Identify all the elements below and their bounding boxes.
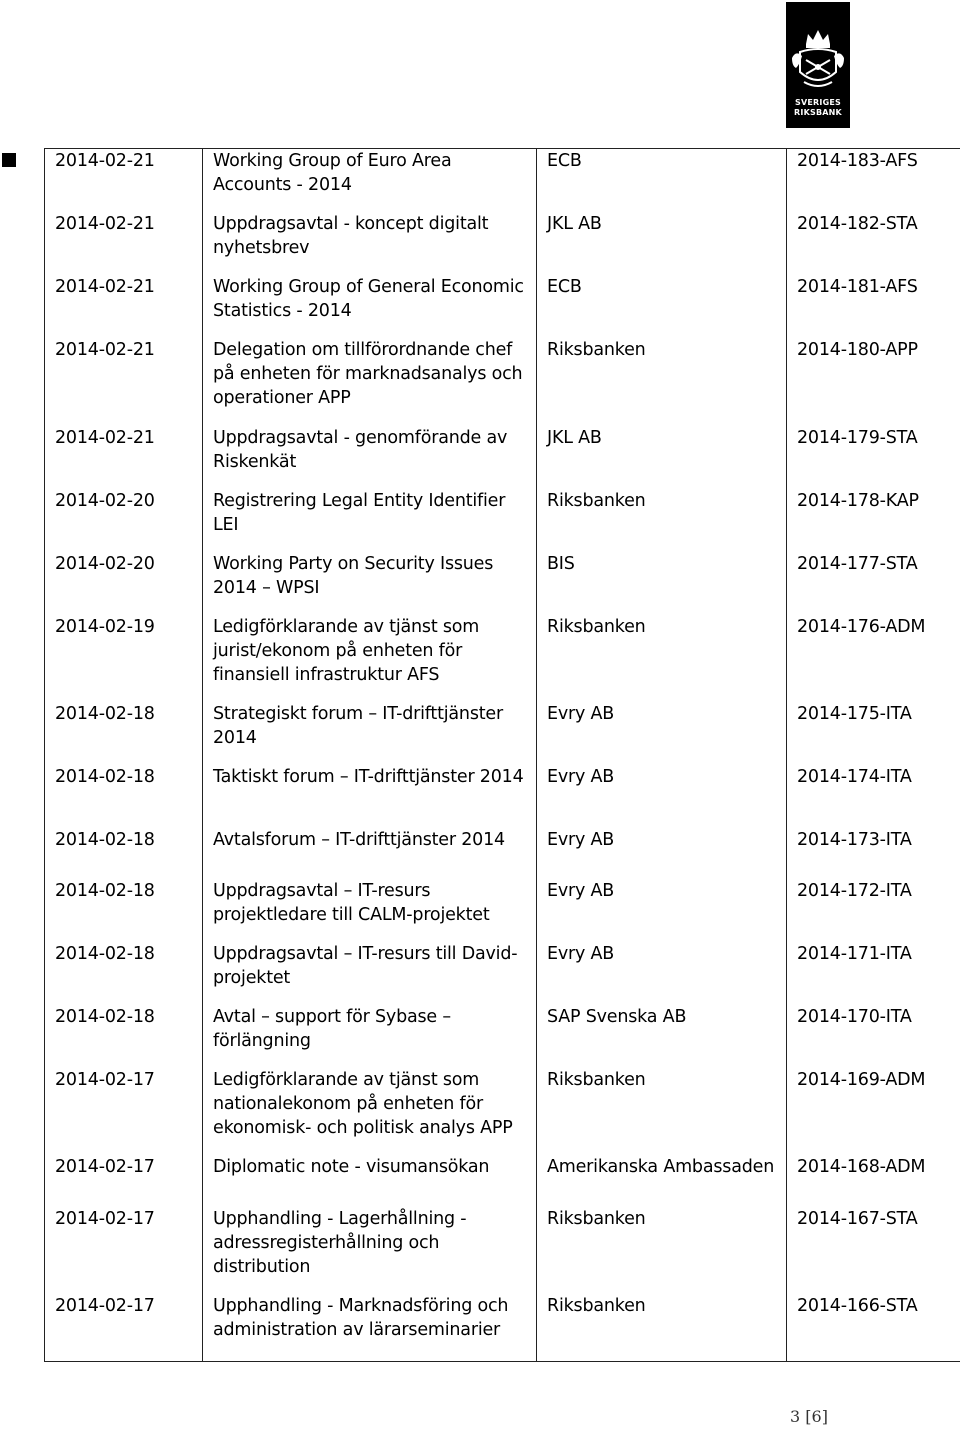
party-cell: Riksbanken (537, 338, 787, 426)
date-cell: 2014-02-17 (45, 1294, 203, 1362)
title-cell: Uppdragsavtal - genomförande av Riskenkät (203, 426, 537, 489)
table-row (45, 1294, 960, 1362)
reference-cell: 2014-183-AFS (787, 149, 960, 212)
reference-cell: 2014-169-ADM (787, 1068, 960, 1155)
date-cell: 2014-02-18 (45, 1005, 203, 1068)
date-cell: 2014-02-21 (45, 212, 203, 275)
title-cell: Ledigförklarande av tjänst som nationalekonom på enheten för ekonomisk- och politisk analys APP (203, 1068, 537, 1155)
table-row (45, 1005, 960, 1068)
party-cell: JKL AB (537, 426, 787, 489)
title-cell: Upphandling - Lagerhållning - adressregisterhållning och distribution (203, 1207, 537, 1294)
reference-cell: 2014-179-STA (787, 426, 960, 489)
table-row (45, 1068, 960, 1155)
date-cell: 2014-02-17 (45, 1068, 203, 1155)
register-table (44, 148, 960, 1362)
party-cell: Evry AB (537, 828, 787, 879)
party-cell: JKL AB (537, 212, 787, 275)
party-cell: Evry AB (537, 702, 787, 765)
title-cell: Diplomatic note - visumansökan (203, 1155, 537, 1207)
title-cell: Uppdragsavtal – IT-resurs projektledare till CALM-projektet (203, 879, 537, 942)
reference-cell: 2014-170-ITA (787, 1005, 960, 1068)
reference-cell: 2014-167-STA (787, 1207, 960, 1294)
table-row (45, 615, 960, 702)
table-row (45, 338, 960, 426)
date-cell: 2014-02-21 (45, 426, 203, 489)
party-cell: ECB (537, 149, 787, 212)
table-row (45, 489, 960, 552)
party-cell: Riksbanken (537, 1294, 787, 1362)
table-row (45, 1155, 960, 1207)
party-cell: ECB (537, 275, 787, 338)
table-row (45, 212, 960, 275)
party-cell: Riksbanken (537, 615, 787, 702)
bullet-marker (2, 153, 16, 167)
table-row (45, 942, 960, 1005)
date-cell: 2014-02-17 (45, 1207, 203, 1294)
date-cell: 2014-02-18 (45, 765, 203, 828)
title-cell: Working Group of Euro Area Accounts - 2014 (203, 149, 537, 212)
title-cell: Working Group of General Economic Statistics - 2014 (203, 275, 537, 338)
date-cell: 2014-02-18 (45, 879, 203, 942)
date-cell: 2014-02-18 (45, 702, 203, 765)
party-cell: Riksbanken (537, 1068, 787, 1155)
table-row (45, 149, 960, 212)
table-row (45, 828, 960, 879)
date-cell: 2014-02-17 (45, 1155, 203, 1207)
date-cell: 2014-02-20 (45, 489, 203, 552)
reference-cell: 2014-177-STA (787, 552, 960, 615)
party-cell: Riksbanken (537, 1207, 787, 1294)
title-cell: Registrering Legal Entity Identifier LEI (203, 489, 537, 552)
date-cell: 2014-02-18 (45, 828, 203, 879)
table-row (45, 1207, 960, 1294)
party-cell: Evry AB (537, 879, 787, 942)
table-row (45, 702, 960, 765)
reference-cell: 2014-180-APP (787, 338, 960, 426)
logo-line-1: SVERIGES (795, 98, 841, 107)
reference-cell: 2014-181-AFS (787, 275, 960, 338)
title-cell: Strategiskt forum – IT-drifttjänster 2014 (203, 702, 537, 765)
title-cell: Ledigförklarande av tjänst som jurist/ekonom på enheten för finansiell infrastruktur AFS (203, 615, 537, 702)
title-cell: Delegation om tillförordnande chef på enheten för marknadsanalys och operationer APP (203, 338, 537, 426)
party-cell: Riksbanken (537, 489, 787, 552)
crown-emblem-icon (786, 2, 850, 98)
title-cell: Upphandling - Marknadsföring och administration av lärarseminarier (203, 1294, 537, 1362)
table-row (45, 275, 960, 338)
title-cell: Uppdragsavtal - koncept digitalt nyhetsbrev (203, 212, 537, 275)
title-cell: Avtal – support för Sybase – förlängning (203, 1005, 537, 1068)
table-row (45, 426, 960, 489)
date-cell: 2014-02-21 (45, 338, 203, 426)
date-cell: 2014-02-20 (45, 552, 203, 615)
reference-cell: 2014-168-ADM (787, 1155, 960, 1207)
party-cell: SAP Svenska AB (537, 1005, 787, 1068)
table-row (45, 879, 960, 942)
reference-cell: 2014-171-ITA (787, 942, 960, 1005)
date-cell: 2014-02-21 (45, 149, 203, 212)
date-cell: 2014-02-18 (45, 942, 203, 1005)
party-cell: Evry AB (537, 942, 787, 1005)
table-row (45, 765, 960, 828)
riksbank-logo (786, 2, 850, 128)
reference-cell: 2014-178-KAP (787, 489, 960, 552)
table-row (45, 552, 960, 615)
reference-cell: 2014-175-ITA (787, 702, 960, 765)
title-cell: Avtalsforum – IT-drifttjänster 2014 (203, 828, 537, 879)
party-cell: Amerikanska Ambassaden (537, 1155, 787, 1207)
reference-cell: 2014-174-ITA (787, 765, 960, 828)
logo-line-2: RIKSBANK (794, 108, 842, 117)
title-cell: Uppdragsavtal – IT-resurs till David-projektet (203, 942, 537, 1005)
title-cell: Taktiskt forum – IT-drifttjänster 2014 (203, 765, 537, 828)
reference-cell: 2014-166-STA (787, 1294, 960, 1362)
party-cell: Evry AB (537, 765, 787, 828)
reference-cell: 2014-173-ITA (787, 828, 960, 879)
page-number: 3 [6] (790, 1407, 828, 1426)
date-cell: 2014-02-19 (45, 615, 203, 702)
reference-cell: 2014-182-STA (787, 212, 960, 275)
title-cell: Working Party on Security Issues 2014 – WPSI (203, 552, 537, 615)
party-cell: BIS (537, 552, 787, 615)
reference-cell: 2014-172-ITA (787, 879, 960, 942)
date-cell: 2014-02-21 (45, 275, 203, 338)
reference-cell: 2014-176-ADM (787, 615, 960, 702)
